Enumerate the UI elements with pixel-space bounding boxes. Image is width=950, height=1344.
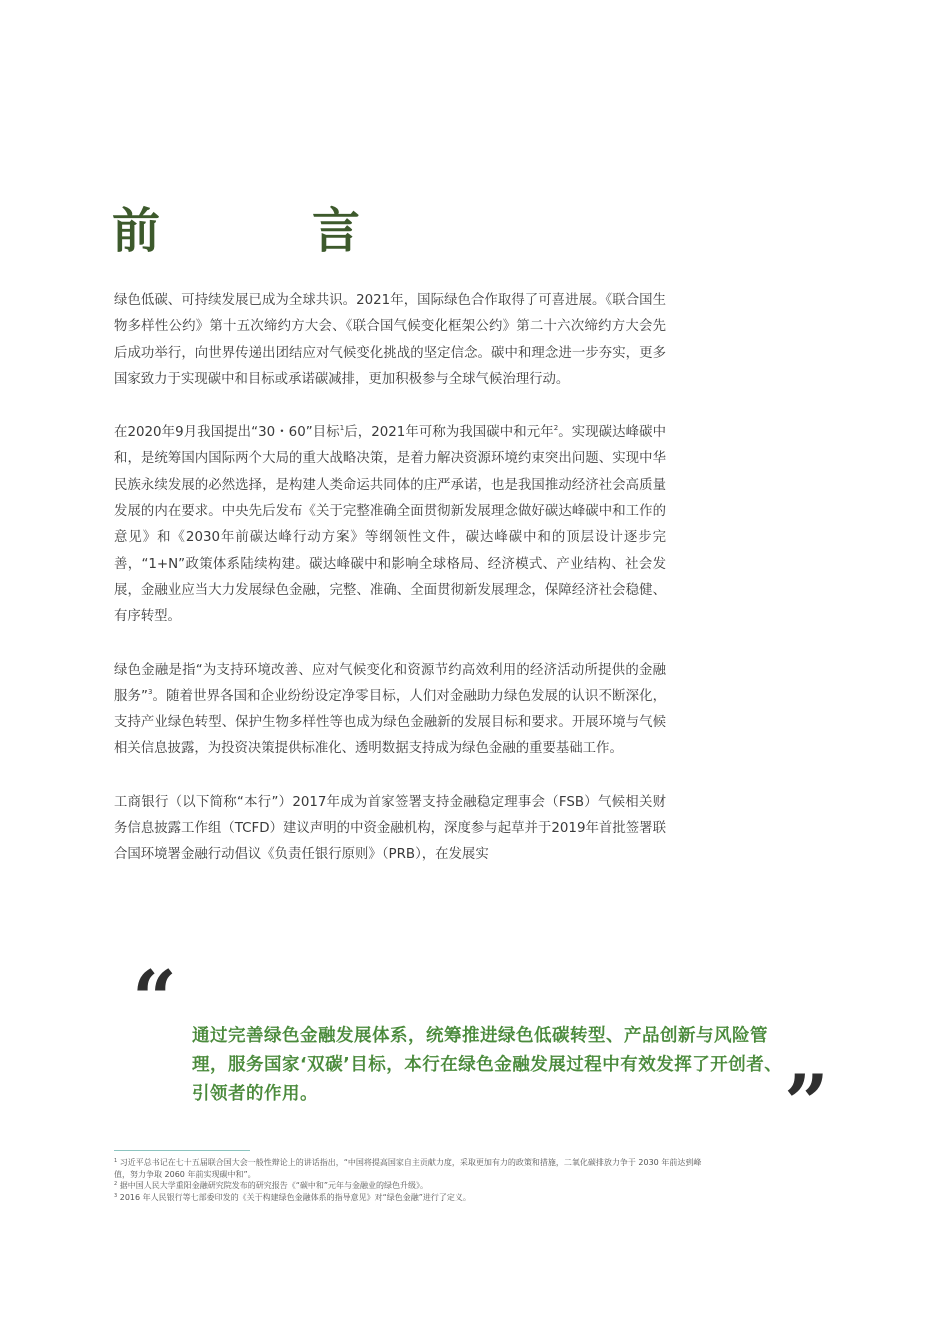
paragraph-3-part-2: 。随着世界各国和企业纷纷设定净零目标，人们对金融助力绿色发展的认识不断深化，支持产业绿色转型、保护生物多样性等也成为绿色金融新的发展目标和要求。开展环境与气候相关信息披露，为投资决策提供标准化、透明数据支持成为绿色金融的重要基础工作。 <box>114 688 666 757</box>
paragraph-2-part-3: 。实现碳达峰碳中和，是统筹国内国际两个大局的重大战略决策，是着力解决资源环境约束突出问题、实现中华民族永续发展的必然选择，是构建人类命运共同体的庄严承诺，也是我国推动经济社会高质量发展的内在要求。中央先后发布《关于完整准确全面贯彻新发展理念做好碳达峰碳中和工作的意见》和《2030年前碳达峰行动方案》等纲领性文件，碳达峰碳中和的顶层设计逐步完善，“1+N”政策体系陆续构建。碳达峰碳中和影响全球格局、经济模式、产业结构、社会发展，金融业应当大力发展绿色金融，完整、准确、全面贯彻新发展理念，保障经济社会稳健、有序转型。 <box>114 425 666 625</box>
footnote-number: 3 <box>114 1192 118 1199</box>
footnote-number: 2 <box>114 1181 118 1187</box>
paragraph-2 <box>114 420 666 630</box>
footnote-ref-3: 3 <box>147 687 153 696</box>
footnotes <box>114 1157 714 1203</box>
body-text <box>114 288 666 896</box>
pull-quote: 通过完善绿色金融发展体系，统筹推进绿色低碳转型、产品创新与风险管理，服务国家‘双碳’目标，本行在绿色金融发展过程中有效发挥了开创者、引领者的作用。 <box>192 1026 783 1104</box>
paragraph-3 <box>114 658 666 763</box>
paragraph-2-part-1: 在2020年9月我国提出“30・60”目标 <box>114 425 340 441</box>
footnote-text: 2016 年人民银行等七部委印发的《关于构建绿色金融体系的指导意见》对“绿色金融”进行了定义。 <box>119 1192 471 1202</box>
close-quote-mark: ” <box>784 1058 829 1149</box>
page-title: 前 言 <box>112 203 413 259</box>
footnote-1 <box>114 1157 714 1180</box>
paragraph-3-part-1: 绿色金融是指“为支持环境改善、应对气候变化和资源节约高效利用的经济活动所提供的金融服务” <box>114 662 666 704</box>
paragraph-4: 工商银行（以下简称“本行”）2017年成为首家签署支持金融稳定理事会（FSB）气候相关财务信息披露工作组（TCFD）建议声明的中资金融机构，深度参与起草并于2019年首批签署联合国环境署金融行动倡议《负责任银行原则》（PRB），在发展实 <box>114 794 666 863</box>
footnote-number: 1 <box>114 1158 118 1164</box>
footnote-ref-2: 2 <box>553 424 559 433</box>
footnote-text: 习近平总书记在七十五届联合国大会一般性辩论上的讲话指出，“中国将提高国家自主贡献力度，采取更加有力的政策和措施，二氧化碳排放力争于 2030 年前达到峰值，努力争取 2060 年前实现碳中和”。 <box>114 1158 702 1179</box>
paragraph-2-part-2: 后，2021年可称为我国碳中和元年 <box>344 425 554 441</box>
footnote-ref-1: 1 <box>339 424 345 433</box>
footnote-divider <box>114 1150 250 1151</box>
paragraph-1: 绿色低碳、可持续发展已成为全球共识。2021年，国际绿色合作取得了可喜进展。《联合国生物多样性公约》第十五次缔约方大会、《联合国气候变化框架公约》第二十六次缔约方大会先后成功举行，向世界传递出团结应对气候变化挑战的坚定信念。碳中和理念进一步夯实，更多国家致力于实现碳中和目标或承诺碳减排，更加积极参与全球气候治理行动。 <box>114 293 666 387</box>
open-quote-mark: “ <box>132 954 177 1045</box>
footnote-3 <box>114 1192 714 1204</box>
footnote-text: 据中国人民大学重阳金融研究院发布的研究报告《“碳中和”元年与金融业的绿色升级》。 <box>119 1181 429 1190</box>
footnote-2 <box>114 1180 714 1192</box>
